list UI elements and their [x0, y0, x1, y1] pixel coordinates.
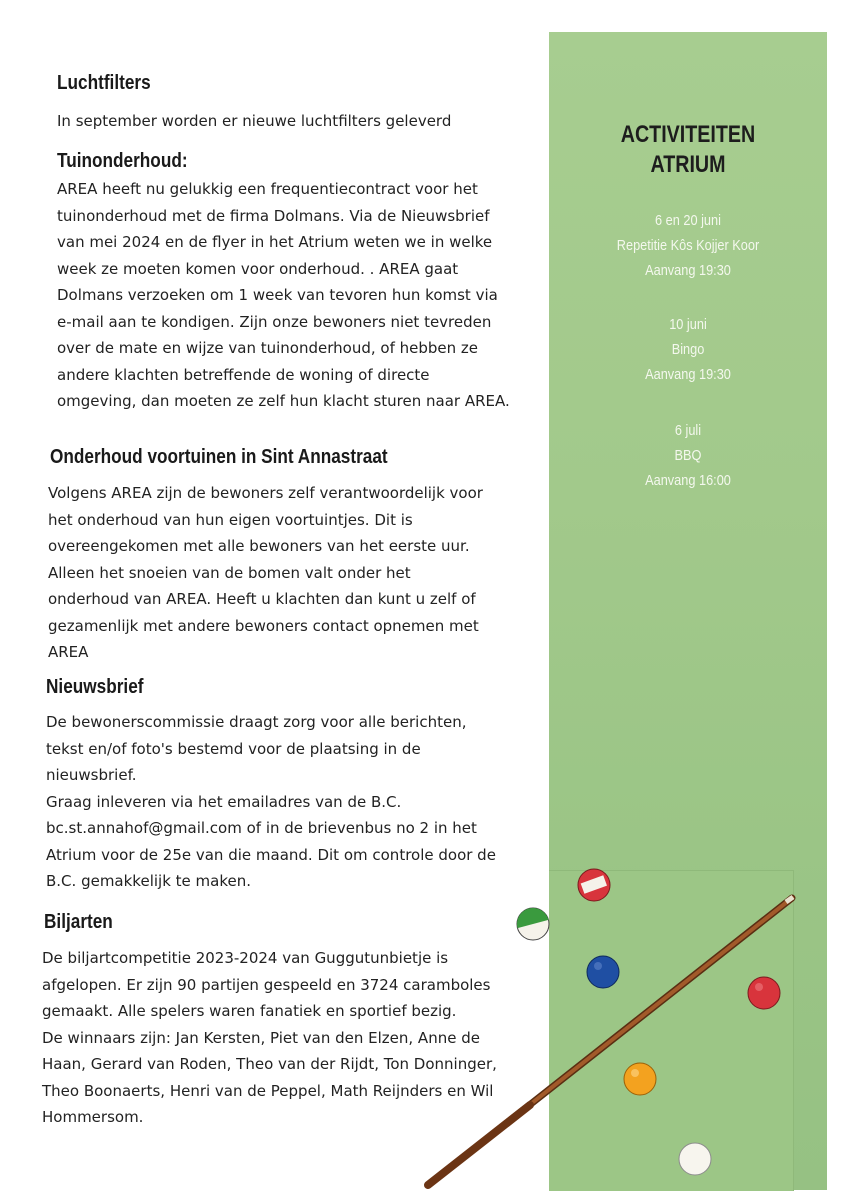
event-bingo	[549, 312, 827, 387]
billiard-ball-icon	[513, 904, 549, 940]
billiard-ball-icon	[748, 977, 780, 1009]
billiard-ball-icon	[679, 1143, 711, 1175]
event-name: BBQ	[674, 447, 702, 464]
billiard-illustration	[420, 860, 820, 1190]
event-koor	[549, 208, 827, 283]
heading-nieuwsbrief: Nieuwsbrief	[46, 676, 144, 698]
billiard-cue-icon	[428, 897, 793, 1185]
event-date: 10 juni	[669, 316, 707, 333]
billiard-ball-icon	[578, 869, 610, 901]
event-time: Aanvang 19:30	[645, 366, 731, 383]
sidebar-title: ACTIVITEITEN ATRIUM	[620, 121, 756, 178]
event-name: Bingo	[671, 341, 705, 358]
billiard-ball-icon	[587, 956, 619, 988]
body-voortuinen: Volgens AREA zijn de bewoners zelf verantwoordelijk voor het onderhoud van hun eigen voortuintjes. Dit is overeengekomen met alle bewoners van het eerste uur. Alleen het snoeien van de bomen valt onder het onderhoud van AREA. Heeft u klachten dan kunt u zelf of gezamenlijk met andere bewoners contact opnemen met AREA	[48, 484, 483, 661]
body-nieuwsbrief: De bewonerscommissie draagt zorg voor alle berichten, tekst en/of foto's bestemd voor de plaatsing in de nieuwsbrief. Graag inleveren via het emailadres van de B.C. bc.st.annahof@gmail.com of in de brievenbus no 2 in het Atrium voor de 25e van die maand. Dit om controle door de B.C. gemakkelijk te maken.	[46, 713, 496, 890]
heading-biljarten: Biljarten	[44, 911, 113, 933]
body-tuinonderhoud: AREA heeft nu gelukkig een frequentiecontract voor het tuinonderhoud met de firma Dolmans. Via de Nieuwsbrief van mei 2024 en de flyer in het Atrium weten we in welke week ze moeten komen voor onderhoud. . AREA gaat Dolmans verzoeken om 1 week van tevoren hun komst via e-mail aan te kondigen. Zijn onze bewoners niet tevreden over de mate en wijze van tuinonderhoud, of hebben ze andere klachten betreffende de woning of directe omgeving, dan moeten ze zelf hun klacht sturen naar AREA.	[57, 180, 510, 410]
event-time: Aanvang 19:30	[645, 262, 731, 279]
event-bbq	[549, 418, 827, 493]
heading-tuinonderhoud: Tuinonderhoud:	[57, 150, 188, 172]
event-date: 6 juli	[674, 422, 702, 439]
heading-luchtfilters: Luchtfilters	[57, 72, 151, 94]
event-time: Aanvang 16:00	[645, 472, 731, 489]
body-biljarten: De biljartcompetitie 2023-2024 van Guggutunbietje is afgelopen. Er zijn 90 partijen gespeeld en 3724 caramboles gemaakt. Alle spelers waren fanatiek en sportief bezig. De winnaars zijn: Jan Kersten, Piet van den Elzen, Anne de Haan, Gerard van Roden, Theo van der Rijdt, Ton Donninger, Theo Boonaerts, Henri van de Peppel, Math Reijnders en Wil Hommersom.	[42, 949, 497, 1126]
body-luchtfilters: In september worden er nieuwe luchtfilters geleverd	[57, 112, 452, 130]
heading-voortuinen: Onderhoud voortuinen in Sint Annastraat	[50, 446, 388, 468]
event-date: 6 en 20 juni	[655, 212, 721, 229]
event-name: Repetitie Kôs Kojjer Koor	[616, 237, 760, 254]
billiard-ball-icon	[624, 1063, 656, 1095]
